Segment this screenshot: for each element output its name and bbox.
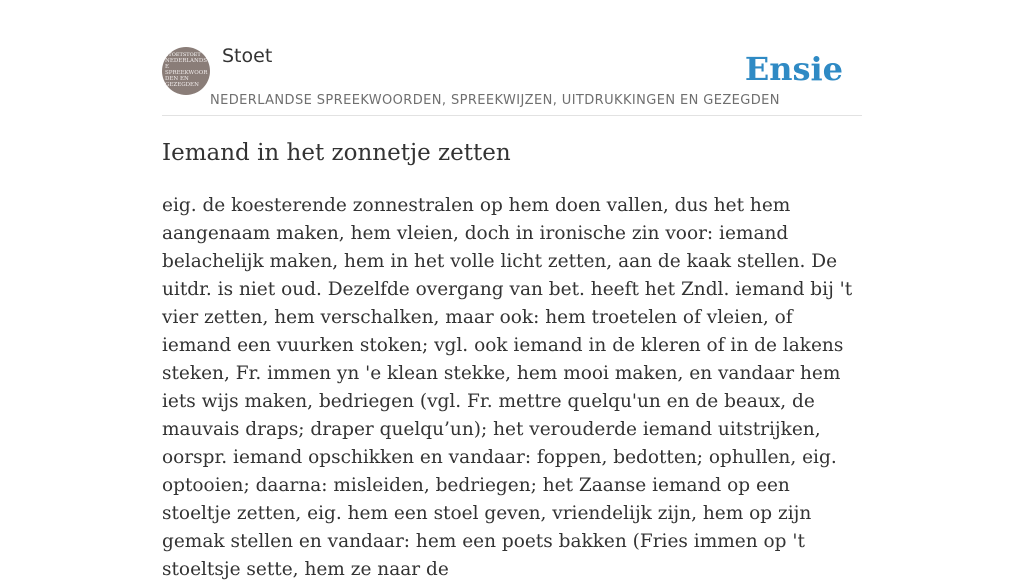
author-name[interactable]: Stoet [222,45,273,67]
brand-logo[interactable]: Ensie [744,50,843,88]
book-cover-avatar[interactable] [162,47,210,95]
cover-top-text: STOETSTOET [165,52,201,58]
book-title[interactable]: NEDERLANDSE SPREEKWOORDEN, SPREEKWIJZEN, UITDRUKKINGEN EN GEZEGDEN [210,93,780,108]
entry-body: eig. de koesterende zonnestralen op hem doen vallen, dus het hem aangenaam maken, hem vleien, doch in ironische zin voor: iemand belachelijk maken, hem in het volle licht zetten, aan de kaak stellen. De uitdr. is niet oud. Dezelfde overgang van bet. heeft het Zndl. iemand bij 't vier zetten, hem verschalken, maar ook: hem troetelen of vleien, of iemand een vuurken stoken; vgl. ook iemand in de kleren of in de lakens steken, Fr. immen yn 'e klean stekke, hem mooi maken, en vandaar hem iets wijs maken, bedriegen (vgl. Fr. mettre quelqu'un en de beaux, de mauvais draps; draper quelqu’un); het verouderde iemand uitstrijken, oorspr. iemand opschikken en vandaar: foppen, bedotten; ophullen, eig. optooien; daarna: misleiden, bedriegen; het Zaanse iemand op een stoeltje zetten, eig. hem een stoel geven, vriendelijk zijn, hem op zijn gemak stellen en vandaar: hem een poets bakken (Fries immen op 't stoeltsje sette, hem ze naar de [162,195,853,580]
entry-title: Iemand in het zonnetje zetten [162,140,511,166]
cover-title-text: NEDERLANDSE SPREEKWOORDEN EN GEZEGDEN [165,58,208,88]
header-divider [162,115,862,116]
